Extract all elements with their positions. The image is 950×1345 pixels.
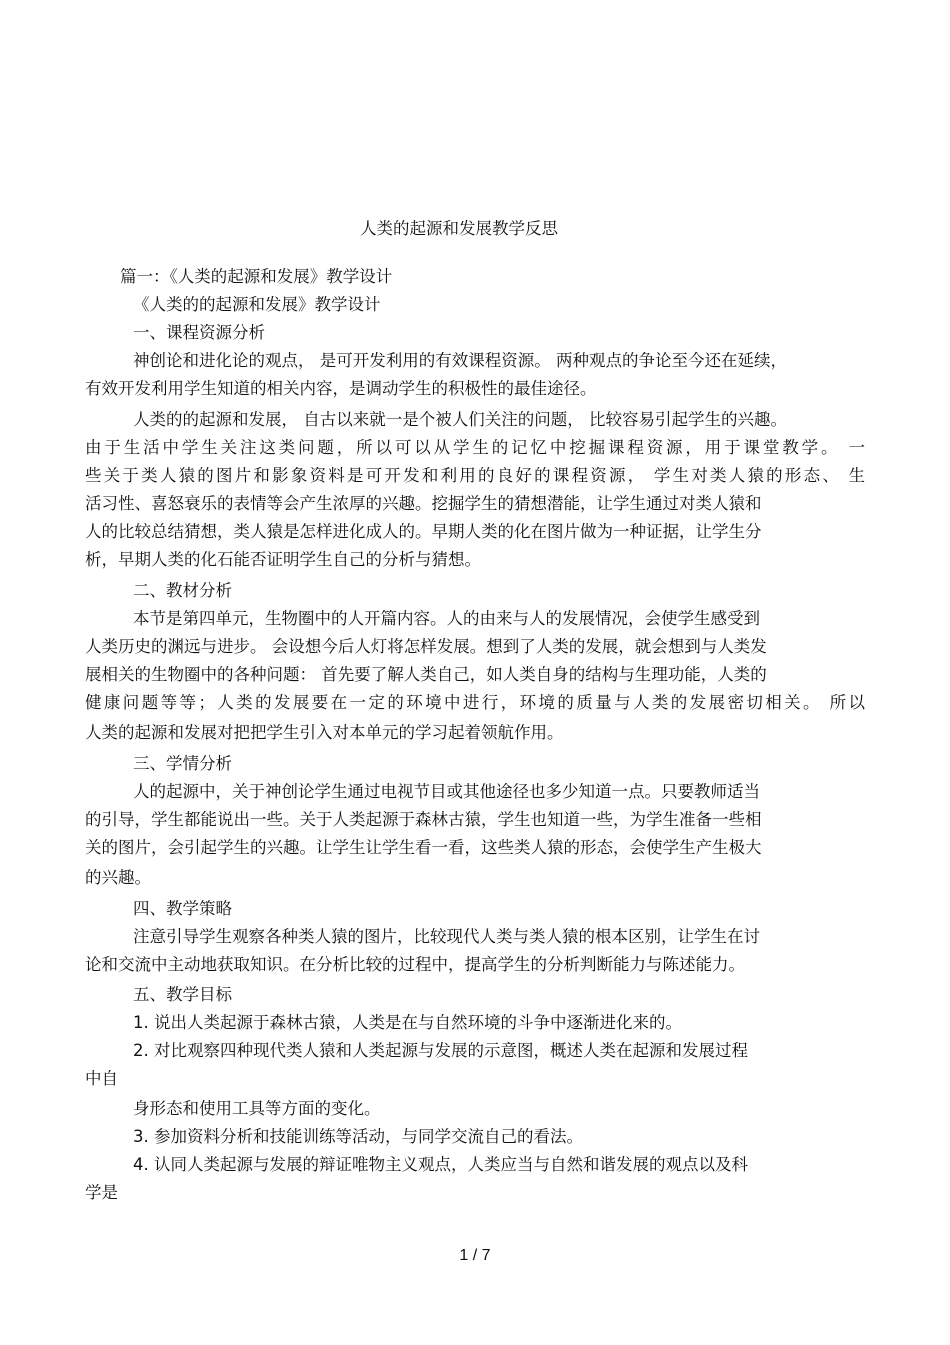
- text-line: 神创论和进化论的观点， 是可开发利用的有效课程资源。 两种观点的争论至今还在延续，: [133, 351, 787, 370]
- text-line: 人的比较总结猜想，类人猿是怎样进化成人的。早期人类的化在图片做为一种证据，让学生分: [85, 522, 762, 541]
- section-heading: 一、课程资源分析: [133, 323, 265, 342]
- text-line: 的引导，学生都能说出一些。关于人类起源于森林古猿，学生也知道一些，为学生准备一些相: [85, 810, 762, 829]
- text-line: 健康问题等等；人类的发展要在一定的环境中进行，环境的质量与人类的发展密切相关。 所以: [85, 693, 865, 712]
- page-number: 1 / 7: [459, 1247, 491, 1264]
- text-line: 本节是第四单元，生物圈中的人开篇内容。人的由来与人的发展情况，会使学生感受到: [133, 609, 760, 628]
- text-line: 展相关的生物圈中的各种问题： 首先要了解人类自己，如人类自身的结构与生理功能，人类的: [85, 665, 767, 684]
- text-line: 析，早期人类的化石能否证明学生自己的分析与猜想。: [85, 550, 481, 569]
- text-line: 学是: [85, 1183, 118, 1202]
- text-line: 些关于类人猿的图片和影象资料是可开发和利用的良好的课程资源， 学生对类人猿的形态、 生: [85, 466, 865, 485]
- text-line: 由于生活中学生关注这类问题，所以可以从学生的记忆中挖掘课程资源，用于课堂教学。 一: [85, 438, 865, 457]
- text-line: 人类的的起源和发展， 自古以来就一是个被人们关注的问题， 比较容易引起学生的兴趣。: [133, 410, 787, 429]
- list-item: 2. 对比观察四种现代类人猿和人类起源与发展的示意图，概述人类在起源和发展过程: [133, 1041, 748, 1060]
- text-line: 有效开发利用学生知道的相关内容，是调动学生的积极性的最佳途径。: [85, 379, 597, 398]
- text-line: 人类历史的渊远与进步。 会设想今后人灯将怎样发展。想到了人类的发展，就会想到与人类发: [85, 637, 767, 656]
- text-line: 活习性、喜怒衰乐的表情等会产生浓厚的兴趣。挖掘学生的猜想潜能，让学生通过对类人猿和: [85, 494, 762, 513]
- text-line: 注意引导学生观察各种类人猿的图片，比较现代人类与类人猿的根本区别，让学生在讨: [133, 927, 760, 946]
- text-line: 《人类的的起源和发展》教学设计: [133, 295, 381, 314]
- page-title: 人类的起源和发展教学反思: [360, 219, 558, 238]
- section-heading: 五、教学目标: [133, 985, 232, 1004]
- section-heading: 四、教学策略: [133, 899, 232, 918]
- text-line: 身形态和使用工具等方面的变化。: [133, 1099, 381, 1118]
- text-line: 中自: [85, 1069, 118, 1088]
- list-item: 3. 参加资料分析和技能训练等活动，与同学交流自己的看法。: [133, 1127, 583, 1146]
- text-line: 篇一：《人类的起源和发展》教学设计: [120, 267, 393, 286]
- text-line: 人的起源中，关于神创论学生通过电视节目或其他途径也多少知道一点。只要教师适当: [133, 782, 760, 801]
- text-line: 人类的起源和发展对把把学生引入对本单元的学习起着领航作用。: [85, 723, 564, 742]
- section-heading: 二、教材分析: [133, 581, 232, 600]
- list-item: 4. 认同人类起源与发展的辩证唯物主义观点，人类应当与自然和谐发展的观点以及科: [133, 1155, 748, 1174]
- text-line: 的兴趣。: [85, 868, 151, 887]
- section-heading: 三、学情分析: [133, 754, 232, 773]
- text-line: 论和交流中主动地获取知识。在分析比较的过程中，提高学生的分析判断能力与陈述能力。: [85, 955, 745, 974]
- list-item: 1. 说出人类起源于森林古猿，人类是在与自然环境的斗争中逐渐进化来的。: [133, 1013, 682, 1032]
- text-line: 关的图片，会引起学生的兴趣。让学生让学生看一看，这些类人猿的形态，会使学生产生极大: [85, 838, 762, 857]
